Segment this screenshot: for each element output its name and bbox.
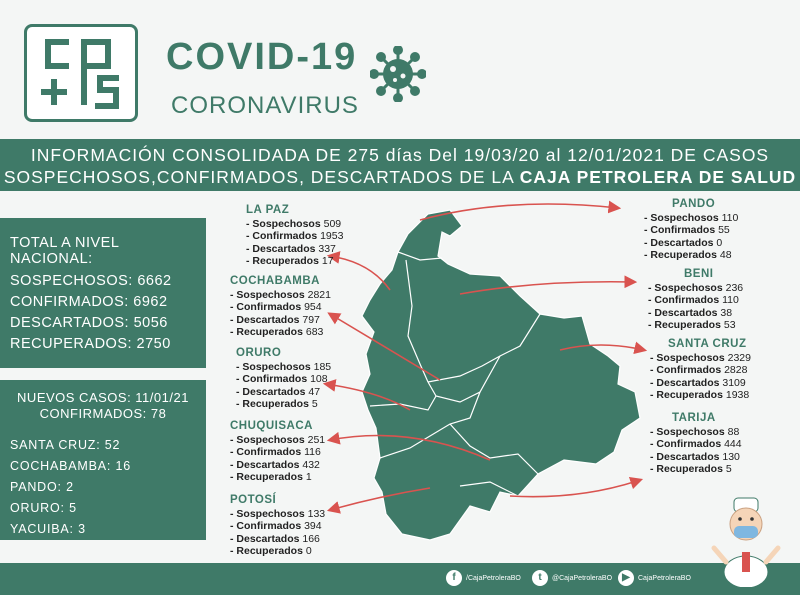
stat-recuperados: - Recuperados 0 xyxy=(230,545,312,557)
stat-recuperados: - Recuperados 683 xyxy=(230,326,324,338)
dept-block-cochabamba xyxy=(230,275,331,339)
national-sospechosos: SOSPECHOSOS: 6662 xyxy=(10,273,172,289)
facebook-link[interactable] xyxy=(446,570,521,586)
dept-block-oruro xyxy=(236,347,331,411)
arrow-chuquisaca xyxy=(330,436,490,461)
stat-sospechosos: - Sospechosos 2821 xyxy=(230,288,331,301)
stat-recuperados: - Recuperados 1 xyxy=(230,471,312,483)
dept-block-santacruz xyxy=(650,338,751,402)
dept-name: ORURO xyxy=(236,347,282,359)
stat-recuperados: - Recuperados 17 xyxy=(246,255,334,267)
stat-sospechosos: - Sospechosos 110 xyxy=(644,211,739,224)
stat-recuperados: - Recuperados 5 xyxy=(236,398,318,410)
stat-confirmados: - Confirmados 394 xyxy=(230,520,322,532)
stat-descartados: - Descartados 38 xyxy=(648,306,733,319)
stat-confirmados: - Confirmados 108 xyxy=(236,373,328,385)
dept-block-beni xyxy=(648,268,743,332)
stat-confirmados: - Confirmados 444 xyxy=(650,438,742,450)
banner-line-1: INFORMACIÓN CONSOLIDADA DE 275 días Del 19/03/20 al 12/01/2021 DE CASOS xyxy=(30,145,770,165)
stat-descartados: - Descartados 47 xyxy=(236,385,321,398)
youtube-link[interactable] xyxy=(618,570,691,586)
stat-sospechosos: - Sospechosos 88 xyxy=(650,425,740,438)
national-confirmados: CONFIRMADOS: 6962 xyxy=(10,294,168,310)
twitter-icon: t xyxy=(532,570,548,586)
stat-recuperados: - Recuperados 1938 xyxy=(650,389,750,401)
stat-confirmados: - Confirmados 954 xyxy=(230,301,322,313)
page-title: COVID-19 xyxy=(166,36,358,78)
national-descartados: DESCARTADOS: 5056 xyxy=(10,315,168,331)
dept-name: COCHABAMBA xyxy=(230,275,320,287)
stat-sospechosos: - Sospechosos 509 xyxy=(246,217,342,230)
dept-block-pando xyxy=(644,198,738,262)
stat-descartados: - Descartados 337 xyxy=(246,242,336,255)
stat-descartados: - Descartados 166 xyxy=(230,532,320,545)
stat-sospechosos: - Sospechosos 236 xyxy=(648,281,744,294)
arrow-potosi xyxy=(330,488,430,510)
arrow-pando xyxy=(420,204,618,220)
stat-descartados: - Descartados 797 xyxy=(230,313,320,326)
banner-line-2-prefix: SOSPECHOSOS,CONFIRMADOS, DESCARTADOS DE LA xyxy=(3,167,520,187)
stat-descartados: - Descartados 432 xyxy=(230,458,320,471)
youtube-icon: ▶ xyxy=(618,570,634,586)
dept-name: LA PAZ xyxy=(246,204,290,216)
banner-line-2-bold: CAJA PETROLERA DE SALUD xyxy=(519,167,797,187)
dept-name: POTOSÍ xyxy=(230,494,277,506)
stat-recuperados: - Recuperados 5 xyxy=(650,463,732,475)
national-heading: TOTAL A NIVEL NACIONAL: xyxy=(10,235,119,267)
twitter-handle: @CajaPetroleraBO xyxy=(552,574,613,582)
stat-recuperados: - Recuperados 48 xyxy=(644,249,732,261)
new-cases-confirmed: CONFIRMADOS: 78 xyxy=(39,406,167,421)
stat-confirmados: - Confirmados 116 xyxy=(230,446,321,458)
stat-sospechosos: - Sospechosos 185 xyxy=(236,360,332,373)
facebook-handle: /CajaPetroleraBO xyxy=(466,574,521,582)
stat-descartados: - Descartados 3109 xyxy=(650,376,746,389)
new-cases-row: PANDO: 2 xyxy=(10,480,74,494)
national-recuperados: RECUPERADOS: 2750 xyxy=(10,336,171,352)
stat-sospechosos: - Sospechosos 251 xyxy=(230,433,326,446)
dept-name: TARIJA xyxy=(672,412,716,424)
arrow-beni xyxy=(460,282,634,294)
stat-confirmados: - Confirmados 2828 xyxy=(650,364,748,376)
dept-name: CHUQUISACA xyxy=(230,420,313,432)
stat-recuperados: - Recuperados 53 xyxy=(648,319,736,331)
stat-sospechosos: - Sospechosos 133 xyxy=(230,507,326,520)
new-cases-row: COCHABAMBA: 16 xyxy=(10,459,131,473)
new-cases-row: SANTA CRUZ: 52 xyxy=(10,438,121,452)
dept-block-tarija xyxy=(650,412,742,476)
arrow-santacruz xyxy=(560,345,644,350)
youtube-handle: CajaPetroleraBO xyxy=(638,574,691,582)
dept-name: SANTA CRUZ xyxy=(668,338,747,350)
stat-confirmados: - Confirmados 55 xyxy=(644,224,730,236)
stat-descartados: - Descartados 130 xyxy=(650,450,740,463)
facebook-icon: f xyxy=(446,570,462,586)
twitter-link[interactable] xyxy=(532,570,612,586)
dept-block-lapaz xyxy=(246,204,343,268)
stat-confirmados: - Confirmados 110 xyxy=(648,294,739,306)
new-cases-row: YACUIBA: 3 xyxy=(10,522,86,536)
stat-confirmados: - Confirmados 1953 xyxy=(246,230,344,242)
page-subtitle: CORONAVIRUS xyxy=(171,92,359,119)
dept-block-chuquisaca xyxy=(230,420,325,484)
arrow-oruro xyxy=(326,384,410,410)
stat-descartados: - Descartados 0 xyxy=(644,236,723,249)
dept-name: BENI xyxy=(684,268,714,280)
dept-name: PANDO xyxy=(672,198,716,210)
arrow-cochabamba xyxy=(330,314,440,380)
dept-block-potosi xyxy=(230,494,325,558)
doctor-mascot-icon xyxy=(706,492,786,587)
arrow-tarija xyxy=(510,480,640,497)
new-cases-date: NUEVOS CASOS: 11/01/21 xyxy=(17,390,189,405)
stat-sospechosos: - Sospechosos 2329 xyxy=(650,351,751,364)
new-cases-row: ORURO: 5 xyxy=(10,501,77,515)
